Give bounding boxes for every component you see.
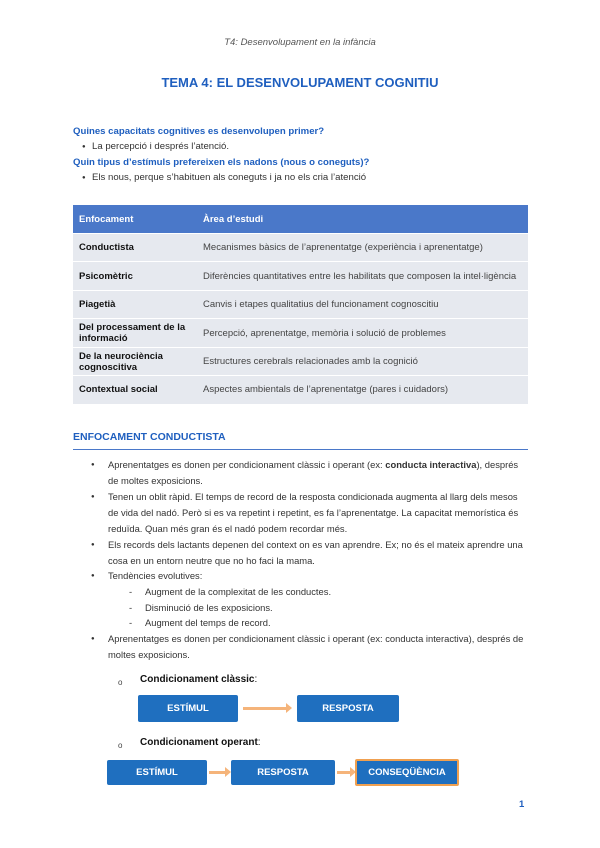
- page-title: TEMA 4: EL DESENVOLUPAMENT COGNITIU: [161, 75, 439, 90]
- table-cell-approach: De la neurociència cognoscitiva: [73, 348, 197, 376]
- bullet-item: ● Tenen un oblit ràpid. El temps de record de la resposta condicionada augmenta al llarg dels mesos de vida del nadó. Però si es va repetint i repetint, es fa l’aprenentatge. La capacitat memorística és reduïda. Quan més gran és el nadó podem recordar més.: [108, 489, 528, 537]
- table-cell-area: Canvis i etapes qualitatius del funcionament cognoscitiu: [197, 291, 528, 319]
- circle-bullet-icon: o: [118, 741, 123, 750]
- table-row: [73, 376, 528, 404]
- classic-colon: :: [254, 674, 258, 685]
- table-header-row: [73, 205, 528, 234]
- table-row: [73, 234, 528, 262]
- classic-conditioning-text: Condicionament clàssic: [140, 674, 255, 685]
- arrow-icon: [337, 771, 351, 774]
- circle-bullet-icon: o: [118, 678, 123, 687]
- table-row: [73, 348, 528, 376]
- table-header-area: Àrea d’estudi: [197, 205, 528, 234]
- table-cell-area: Mecanismes bàsics de l’aprenentatge (experiència i aprenentatge): [197, 234, 528, 262]
- table-cell-area: Aspectes ambientals de l’aprenentatge (pares i cuidadors): [197, 376, 528, 404]
- sub-item: - Augment del temps de record.: [145, 615, 271, 631]
- table-row: [73, 291, 528, 319]
- bullet-text: Aprenentatges es donen per condicionament clàssic i operant (ex:: [108, 459, 386, 470]
- bullet-item: ● Els records dels lactants depenen del context on es van aprendre. Ex; no és el mateix aprendre una cosa en un entorn neutre que no ho faci la mama.: [108, 537, 528, 569]
- approaches-table: [73, 205, 528, 404]
- classic-response-box: RESPOSTA: [297, 695, 399, 722]
- bullet-item: [108, 457, 528, 489]
- sub-item: - Disminució de les exposicions.: [145, 600, 273, 616]
- question-1: Quines capacitats cognitives es desenvolupen primer?: [73, 126, 325, 137]
- answer-2: ● Els nous, perque s’habituen als coneguts i ja no els cria l’atenció: [92, 172, 366, 183]
- bullet-item: ● Aprenentatges es donen per condicionament clàssic i operant (ex: conducta interactiva), després de moltes exposicions.: [108, 631, 528, 663]
- answer-1: ● La percepció i després l’atenció.: [92, 141, 229, 152]
- bullet-item: ● Tendències evolutives:: [108, 568, 528, 584]
- page-number: 1: [519, 799, 525, 810]
- table-row: [73, 319, 528, 348]
- table-cell-approach: Psicomètric: [73, 262, 197, 291]
- sub-item: - Augment de la complexitat de les conductes.: [145, 584, 331, 600]
- operant-conditioning-label: [140, 737, 261, 748]
- table-cell-approach: Del processament de la informació: [73, 319, 197, 348]
- question-2: Quin tipus d’estímuls prefereixen els nadons (nous o coneguts)?: [73, 157, 370, 168]
- section-title: ENFOCAMENT CONDUCTISTA: [73, 431, 226, 443]
- table-cell-area: Diferències quantitatives entre les habilitats que composen la intel·ligència: [197, 262, 528, 291]
- table-row: [73, 262, 528, 291]
- classic-stimulus-box: ESTÍMUL: [138, 695, 238, 722]
- arrow-icon: [209, 771, 226, 774]
- table-cell-area: Estructures cerebrals relacionades amb la cognició: [197, 348, 528, 376]
- section-divider: [73, 449, 528, 450]
- running-header: T4: Desenvolupament en la infància: [224, 37, 376, 48]
- table-cell-area: Percepció, aprenentatge, memòria i solució de problemes: [197, 319, 528, 348]
- operant-conditioning-text: Condicionament operant: [140, 737, 258, 748]
- operant-colon: :: [257, 737, 261, 748]
- bullet-text: ), després de moltes exposicions.: [108, 459, 519, 486]
- classic-conditioning-label: [140, 674, 257, 685]
- operant-stimulus-box: ESTÍMUL: [107, 760, 207, 785]
- table-cell-approach: Conductista: [73, 234, 197, 262]
- operant-consequence-box: CONSEQÜÈNCIA: [355, 759, 459, 786]
- table-cell-approach: Piagetià: [73, 291, 197, 319]
- table-cell-approach: Contextual social: [73, 376, 197, 404]
- table-header-approach: Enfocament: [73, 205, 197, 234]
- arrow-icon: [243, 707, 287, 710]
- bullet-bold-text: conducta interactiva: [385, 459, 477, 470]
- operant-response-box: RESPOSTA: [231, 760, 335, 785]
